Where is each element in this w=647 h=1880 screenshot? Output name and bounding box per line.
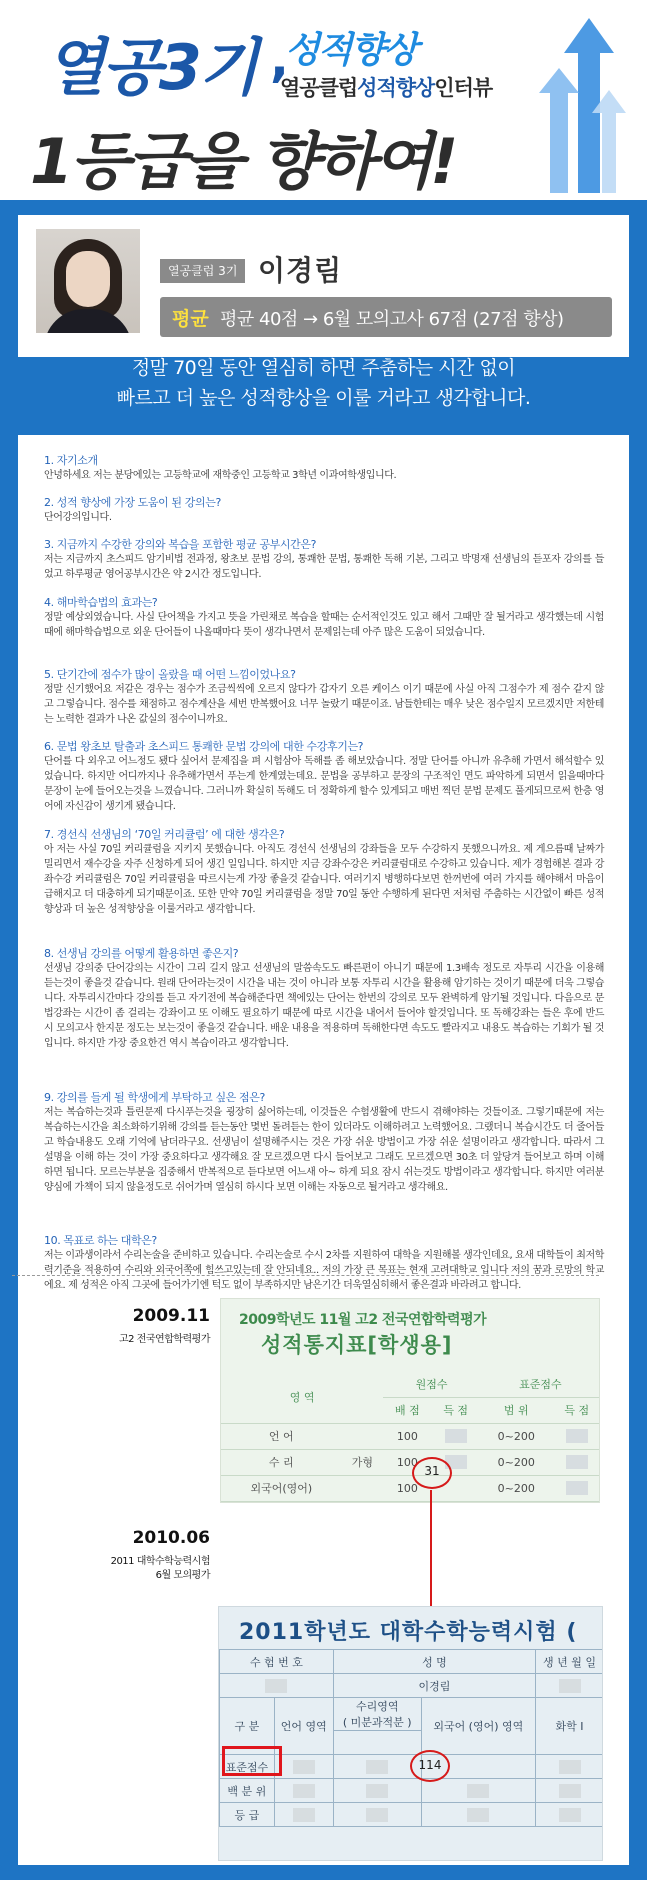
table-row: 수 리 가형 100 0~200 bbox=[221, 1449, 600, 1475]
quote bbox=[0, 353, 647, 413]
qa-item bbox=[44, 1233, 604, 1293]
question: 9. 강의를 들게 될 학생에게 부탁하고 싶은 점은? bbox=[44, 1091, 265, 1104]
transcript2-exam-line1: 2011 대학수학능력시험 bbox=[110, 1556, 210, 1567]
header-banner bbox=[0, 0, 647, 200]
qa-item bbox=[44, 1090, 604, 1195]
col-score: 득 점 bbox=[553, 1397, 600, 1423]
answer: 안녕하세요 저는 분당에있는 고등학교에 재학중인 고등학교 3학년 이과여학생입니다. bbox=[44, 470, 397, 481]
transcript1-title2: 성적통지표[학생용] bbox=[261, 1333, 453, 1357]
question: 10. 목표로 하는 대학은? bbox=[44, 1234, 157, 1247]
transcript1-exam: 고2 전국연합학력평가 bbox=[119, 1334, 210, 1345]
score-label: 평균 bbox=[172, 308, 209, 330]
answer: 저는 이과생이라서 수리논술을 준비하고 있습니다. 수리논술로 수시 2차를 지원하여 대학을 지원해볼 생각인데요, 요새 대학들이 최저학력기준을 적용하여 수리와 외국어쪽에 힘쓰고있는데 잘 안되네요.. 저의 가장 큰 목표는 현재 고려대학교 입니다 저의 꿈과 로망의 학교에요. 제 성적은 아직 그곳에 들어가기엔 턱도 없이 부족하지만 남은기간 더욱열심히해서 좋은결과 바라려고 합니다. bbox=[44, 1250, 604, 1291]
header-subtitle bbox=[280, 72, 492, 102]
quote-line1: 정말 70일 동안 열심히 하면 주춤하는 시간 없이 bbox=[131, 357, 516, 379]
qa-item bbox=[44, 595, 604, 640]
transcript2-name: 이경림 bbox=[333, 1674, 535, 1698]
club-badge: 열공클럽 3기 bbox=[160, 259, 245, 283]
question: 1. 자기소개 bbox=[44, 454, 98, 467]
question: 2. 성적 향상에 가장 도움이 된 강의는? bbox=[44, 496, 221, 509]
question: 5. 단기간에 점수가 많이 올랐을 때 어떤 느낌이었나요? bbox=[44, 668, 296, 681]
score-bar bbox=[160, 297, 612, 337]
question: 4. 해마학습법의 효과는? bbox=[44, 596, 158, 609]
header-title-line2: 1등급을 향하여! bbox=[30, 125, 456, 198]
transcript2-table: 수 험 번 호 성 명 생 년 월 일 이경림 구 분 언어 영역 수리영역 ( 미분과적분 ) 외국어 (영어) 영역 화학 I 표준점수 백 분 위 등 급 bbox=[219, 1649, 603, 1827]
qa-item bbox=[44, 667, 604, 727]
transcript2-scan bbox=[218, 1606, 603, 1861]
header-subtitle-suffix: 인터뷰 bbox=[434, 76, 493, 100]
col-raw: 원점수 bbox=[383, 1371, 480, 1397]
qa-item bbox=[44, 946, 604, 1051]
profile-card bbox=[18, 215, 629, 357]
header-subtitle-prefix: 열공클럽 bbox=[280, 76, 358, 100]
english-std-score: 114 bbox=[418, 1758, 442, 1772]
qa-item bbox=[44, 739, 604, 814]
answer: 정말 신기했어요 저같은 경우는 점수가 조금씩씩에 오르지 않다가 갑자기 오른 케이스 이기 때문에 사실 아직 그점수가 제 점수 같지 않고 그렇습니다. 점수를 채점하고 점수계산을 세번 반복했어요 너무 놀랐기 때문이죠. 남들한테는 매우 낮은 점수일지 모르겠지만 저한테는 노력한 결과가 나온 값실의 점수이니까요. bbox=[44, 684, 604, 725]
highlight-box bbox=[222, 1746, 282, 1776]
answer: 단어를 다 외우고 어느정도 됐다 싶어서 문제집을 펴 시험삼아 독해를 좀 해보았습니다. 정말 단어를 아니까 유추해 가면서 해석할수 있었습니다. 하지만 어디까지나 유추해가면서 푸는게 한계였는데요. 문법을 공부하고 문장의 구조적인 면도 파악하게 되면서 읽을때마다 문장이 눈에 들어오는것을 느꼈습니다. 그러니까 확실히 독해도 더 정확하게 할수 있게되고 매번 찍던 문법 문제도 풀게되므로써 한층 영어에 자신감이 생기게 됐습니다. bbox=[44, 756, 604, 812]
col-full: 배 점 bbox=[383, 1397, 431, 1423]
header-subtitle-highlight: 성적향상 bbox=[357, 76, 435, 100]
answer: 아 저는 사실 70일 커리큘럼을 지키지 못했습니다. 아직도 경선식 선생님의 강좌들을 모두 수강하지 못했으니까요. 제 게으름때 날짜가 밀리면서 재수강을 자주 신청하게 되어 생긴 일입니다. 하지만 지금 강좌수강은 커리큘럼대로 수강하고 있습니다. 제가 경험해본 결과 강좌수강 커리큘럼은 70일 커리큘럼을 따르시는게 가장 좋을것 같습니다. 여러기지 병행하다보면 한꺼번에 여러 가지를 해야해서 마음이 급해지고 더 대충하게 되기때문이죠. 또한 만약 70일 커리큘럼을 정말 70일 동안 수행하게 된다면 저처럼 주춤하는 시간없이 빠른 성적향상과 더 높은 성적향상을 이룰거라고 생각합니다. bbox=[44, 844, 604, 915]
answer: 단어강의입니다. bbox=[44, 512, 112, 523]
question: 3. 지금까지 수강한 강의와 복습을 포함한 평균 공부시간은? bbox=[44, 538, 317, 551]
table-row: 외국어(영어) 100 0~200 bbox=[221, 1475, 600, 1501]
transcript2-date: 2010.06 bbox=[132, 1528, 210, 1548]
quote-line2: 빠르고 더 높은 성적향상을 이룰 거라고 생각합니다. bbox=[116, 387, 531, 409]
transcript2-exam-line2: 6월 모의평가 bbox=[155, 1570, 210, 1581]
up-arrows-icon bbox=[534, 18, 629, 193]
qa-item bbox=[44, 453, 604, 483]
transcript2-title: 2011학년도 대학수학능력시험 ( bbox=[239, 1620, 578, 1645]
answer: 선생님 강의중 단어강의는 시간이 그리 길지 않고 선생님의 말씀속도도 빠른편이 아니기 때문에 1.3배속 정도로 자투리 시간을 이용해 듣는것이 좋을것 같습니다. 원래 단어라는것이 시간을 내는 것이 아니라 보통 자투리 시간을 활용해 암기하는 것이기 때문에 더욱 그렇습니다. 자투리시간마다 강의를 듣고 자기전에 복습해준다면 책에있는 단어는 한번의 강의로 모두 완벽하게 암기될 것입니다. 다음으로 문법강좌는 시간이 좀 걸리는 강좌이고 또 이해도 필요하기 때문에 따로 시간을 내어서 들어야 할것입니다. 또 독해강좌는 들은 후에 반드시 모의고사 한지문 정도는 보는것이 좋을것 같습니다. 배운 내용을 적용하며 독해한다면 속도도 빨라지고 내용도 복습하는 기회가 될 것입니다. 하지만 가장 중요한건 역시 복습이라고 생각합니다. bbox=[44, 963, 604, 1049]
transcript1-title1: 2009학년도 11월 고2 전국연합학력평가 bbox=[239, 1312, 487, 1328]
qa-item bbox=[44, 537, 604, 582]
student-photo bbox=[36, 229, 140, 333]
question: 6. 문법 왕초보 탈출과 초스피드 통쾌한 문법 강의에 대한 수강후기는? bbox=[44, 740, 364, 753]
qa-item bbox=[44, 495, 604, 525]
question: 7. 경선식 선생님의 ‘70일 커리큘럼’ 에 대한 생각은? bbox=[44, 828, 285, 841]
col-area: 영 역 bbox=[221, 1371, 383, 1423]
table-row: 언 어 100 0~200 bbox=[221, 1423, 600, 1449]
transcript1-date: 2009.11 bbox=[132, 1306, 210, 1326]
header-comma: , bbox=[270, 30, 289, 88]
transcript1-table bbox=[221, 1371, 600, 1502]
answer: 저는 복습하는것과 틀린문제 다시푸는것을 굉장히 싫어하는데, 이것들은 수험생활에 반드시 겪해야하는 것들이죠. 그렇기때문에 저는 복습하는시간을 최소화하기위해 강의를 듣는동안 몇번 돌려듣는 한이 있더라도 이해하려고 노력했어요. 그랬더니 복습시간도 더 줄어들고 학습내용도 오래 기억에 남더라구요. 선생님이 설명해주시는 것은 가장 쉬운 방법이고 가장 쉬운 설명이라고 생각합니다. 따라서 그 설명을 이해 하는 것이 가장 중요하다고 생각해요 잘 모르겠으면 다시 들어보고 그래도 모르겠으면 30초 더 앞당겨 들어보고 하며 이해하면 됩니다. 모르는부분을 집중해서 반복적으로 듣다보면 어느새 아~ 하게 되요 잠시 쉬는것도 방법이라고 생각합니다. 하지만 여러분 양심에 가책이 되지 않을정도로 쉬어가며 열심히 하시다 보면 이해는 자동으로 될거라고 생각해요. bbox=[44, 1107, 604, 1193]
header-title-sub: 성적향상 bbox=[285, 30, 417, 71]
answer: 정말 예상외였습니다. 사실 단어책을 가지고 뜻을 가린채로 복습을 할때는 순서적인것도 있고 해서 그때만 잘 될거라고 생각했는데 시험 때에 해마학습법으로 외운 단어들이 나올때마다 뜻이 생각나면서 문제읽는데 아주 많은 도움이 되었습니다. bbox=[44, 612, 604, 638]
score-text: 평균 40점 → 6월 모의고사 67점 (27점 향상) bbox=[220, 309, 564, 330]
divider bbox=[12, 1275, 599, 1276]
col-std: 표준점수 bbox=[480, 1371, 600, 1397]
student-name: 이경림 bbox=[258, 254, 343, 287]
col-got: 득 점 bbox=[432, 1397, 480, 1423]
qa-item bbox=[44, 827, 604, 917]
col-range: 범 위 bbox=[480, 1397, 553, 1423]
question: 8. 선생님 강의를 어떻게 활용하면 좋은지? bbox=[44, 947, 239, 960]
answer: 저는 지금까지 초스피드 암기비법 전과정, 왕초보 문법 강의, 통쾌한 문법, 통쾌한 독해 기본, 그리고 박명재 선생님의 듣포자 강의를 들었고 하루평균 영어공부시간은 약 2시간 정도입니다. bbox=[44, 554, 604, 580]
header-title-main: 열공3기 bbox=[45, 31, 256, 104]
transcript1-scan bbox=[220, 1298, 600, 1503]
english-raw-score: 31 bbox=[424, 1464, 440, 1478]
